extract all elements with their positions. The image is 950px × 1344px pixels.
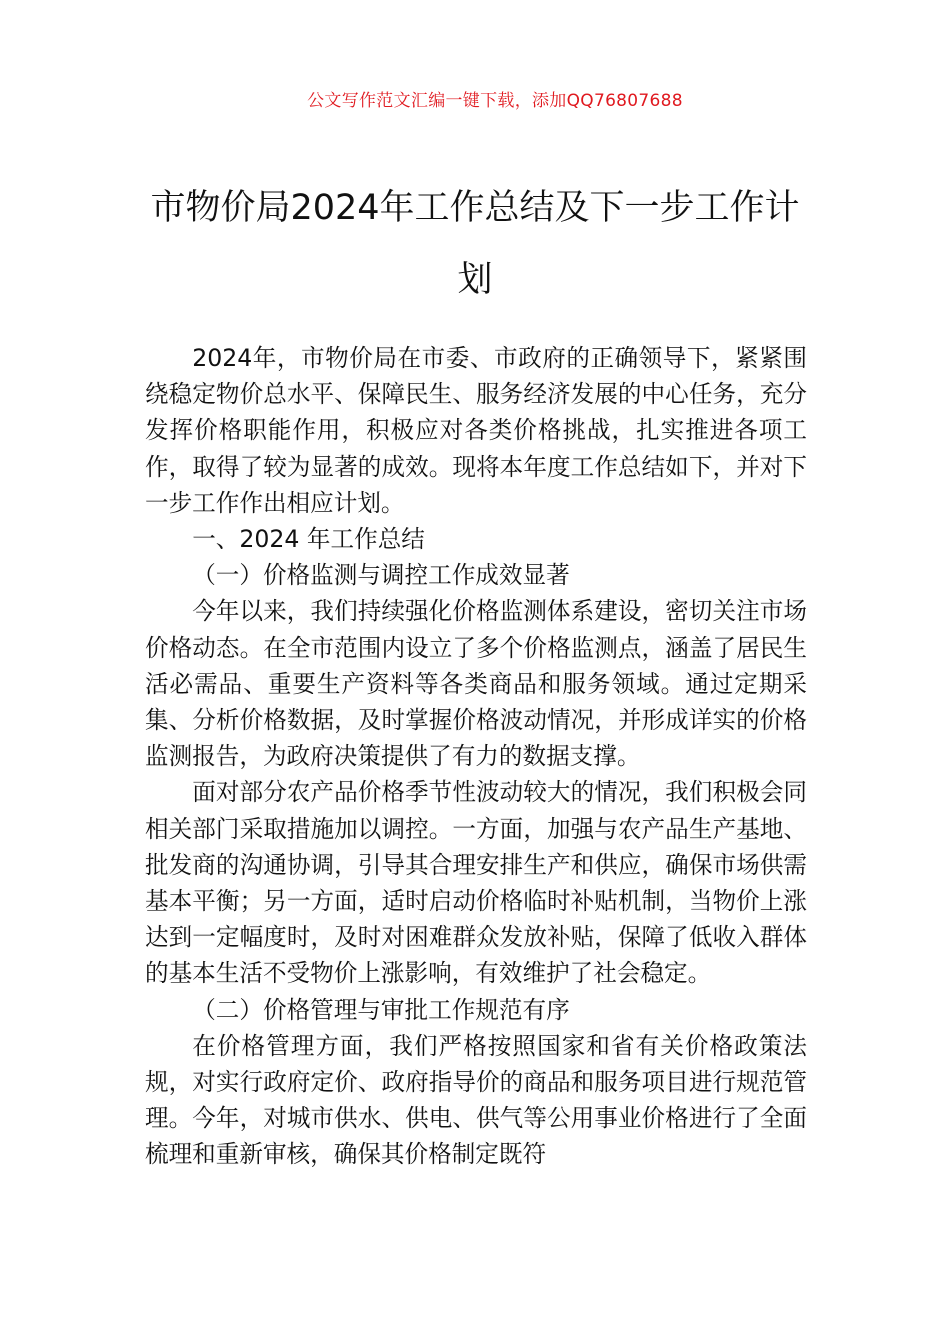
- body-paragraph: 在价格管理方面，我们严格按照国家和省有关价格政策法规，对实行政府定价、政府指导价的商品和服务项目进行规范管理。今年，对城市供水、供电、供气等公用事业价格进行了全面梳理和重新审核，确保其价格制定既符: [145, 1031, 807, 1169]
- document-title: 市物价局2024年工作总结及下一步工作计划: [150, 188, 800, 300]
- subsection-heading-2: （二）价格管理与审批工作规范有序: [192, 995, 570, 1024]
- document-body: [145, 340, 807, 1173]
- section-heading-1: 一、2024 年工作总结: [192, 525, 425, 554]
- body-paragraph: 面对部分农产品价格季节性波动较大的情况，我们积极会同相关部门采取措施加以调控。一方面，加强与农产品生产基地、批发商的沟通协调，引导其合理安排生产和供应，确保市场供需基本平衡；另一方面，适时启动价格临时补贴机制，当物价上涨达到一定幅度时，及时对困难群众发放补贴，保障了低收入群体的基本生活不受物价上涨影响，有效维护了社会稳定。: [145, 778, 807, 988]
- body-paragraph: 今年以来，我们持续强化价格监测体系建设，密切关注市场价格动态。在全市范围内设立了多个价格监测点，涵盖了居民生活必需品、重要生产资料等各类商品和服务领域。通过定期采集、分析价格数据，及时掌握价格波动情况，并形成详实的价格监测报告，为政府决策提供了有力的数据支撑。: [145, 597, 807, 771]
- intro-paragraph: 2024年，市物价局在市委、市政府的正确领导下，紧紧围绕稳定物价总水平、保障民生、服务经济发展的中心任务，充分发挥价格职能作用，积极应对各类价格挑战，扎实推进各项工作，取得了较为显著的成效。现将本年度工作总结如下，并对下一步工作作出相应计划。: [145, 344, 807, 517]
- subsection-heading-1: （一）价格监测与调控工作成效显著: [192, 561, 570, 590]
- header-note: 公文写作范文汇编一键下载，添加QQ76807688: [307, 91, 683, 111]
